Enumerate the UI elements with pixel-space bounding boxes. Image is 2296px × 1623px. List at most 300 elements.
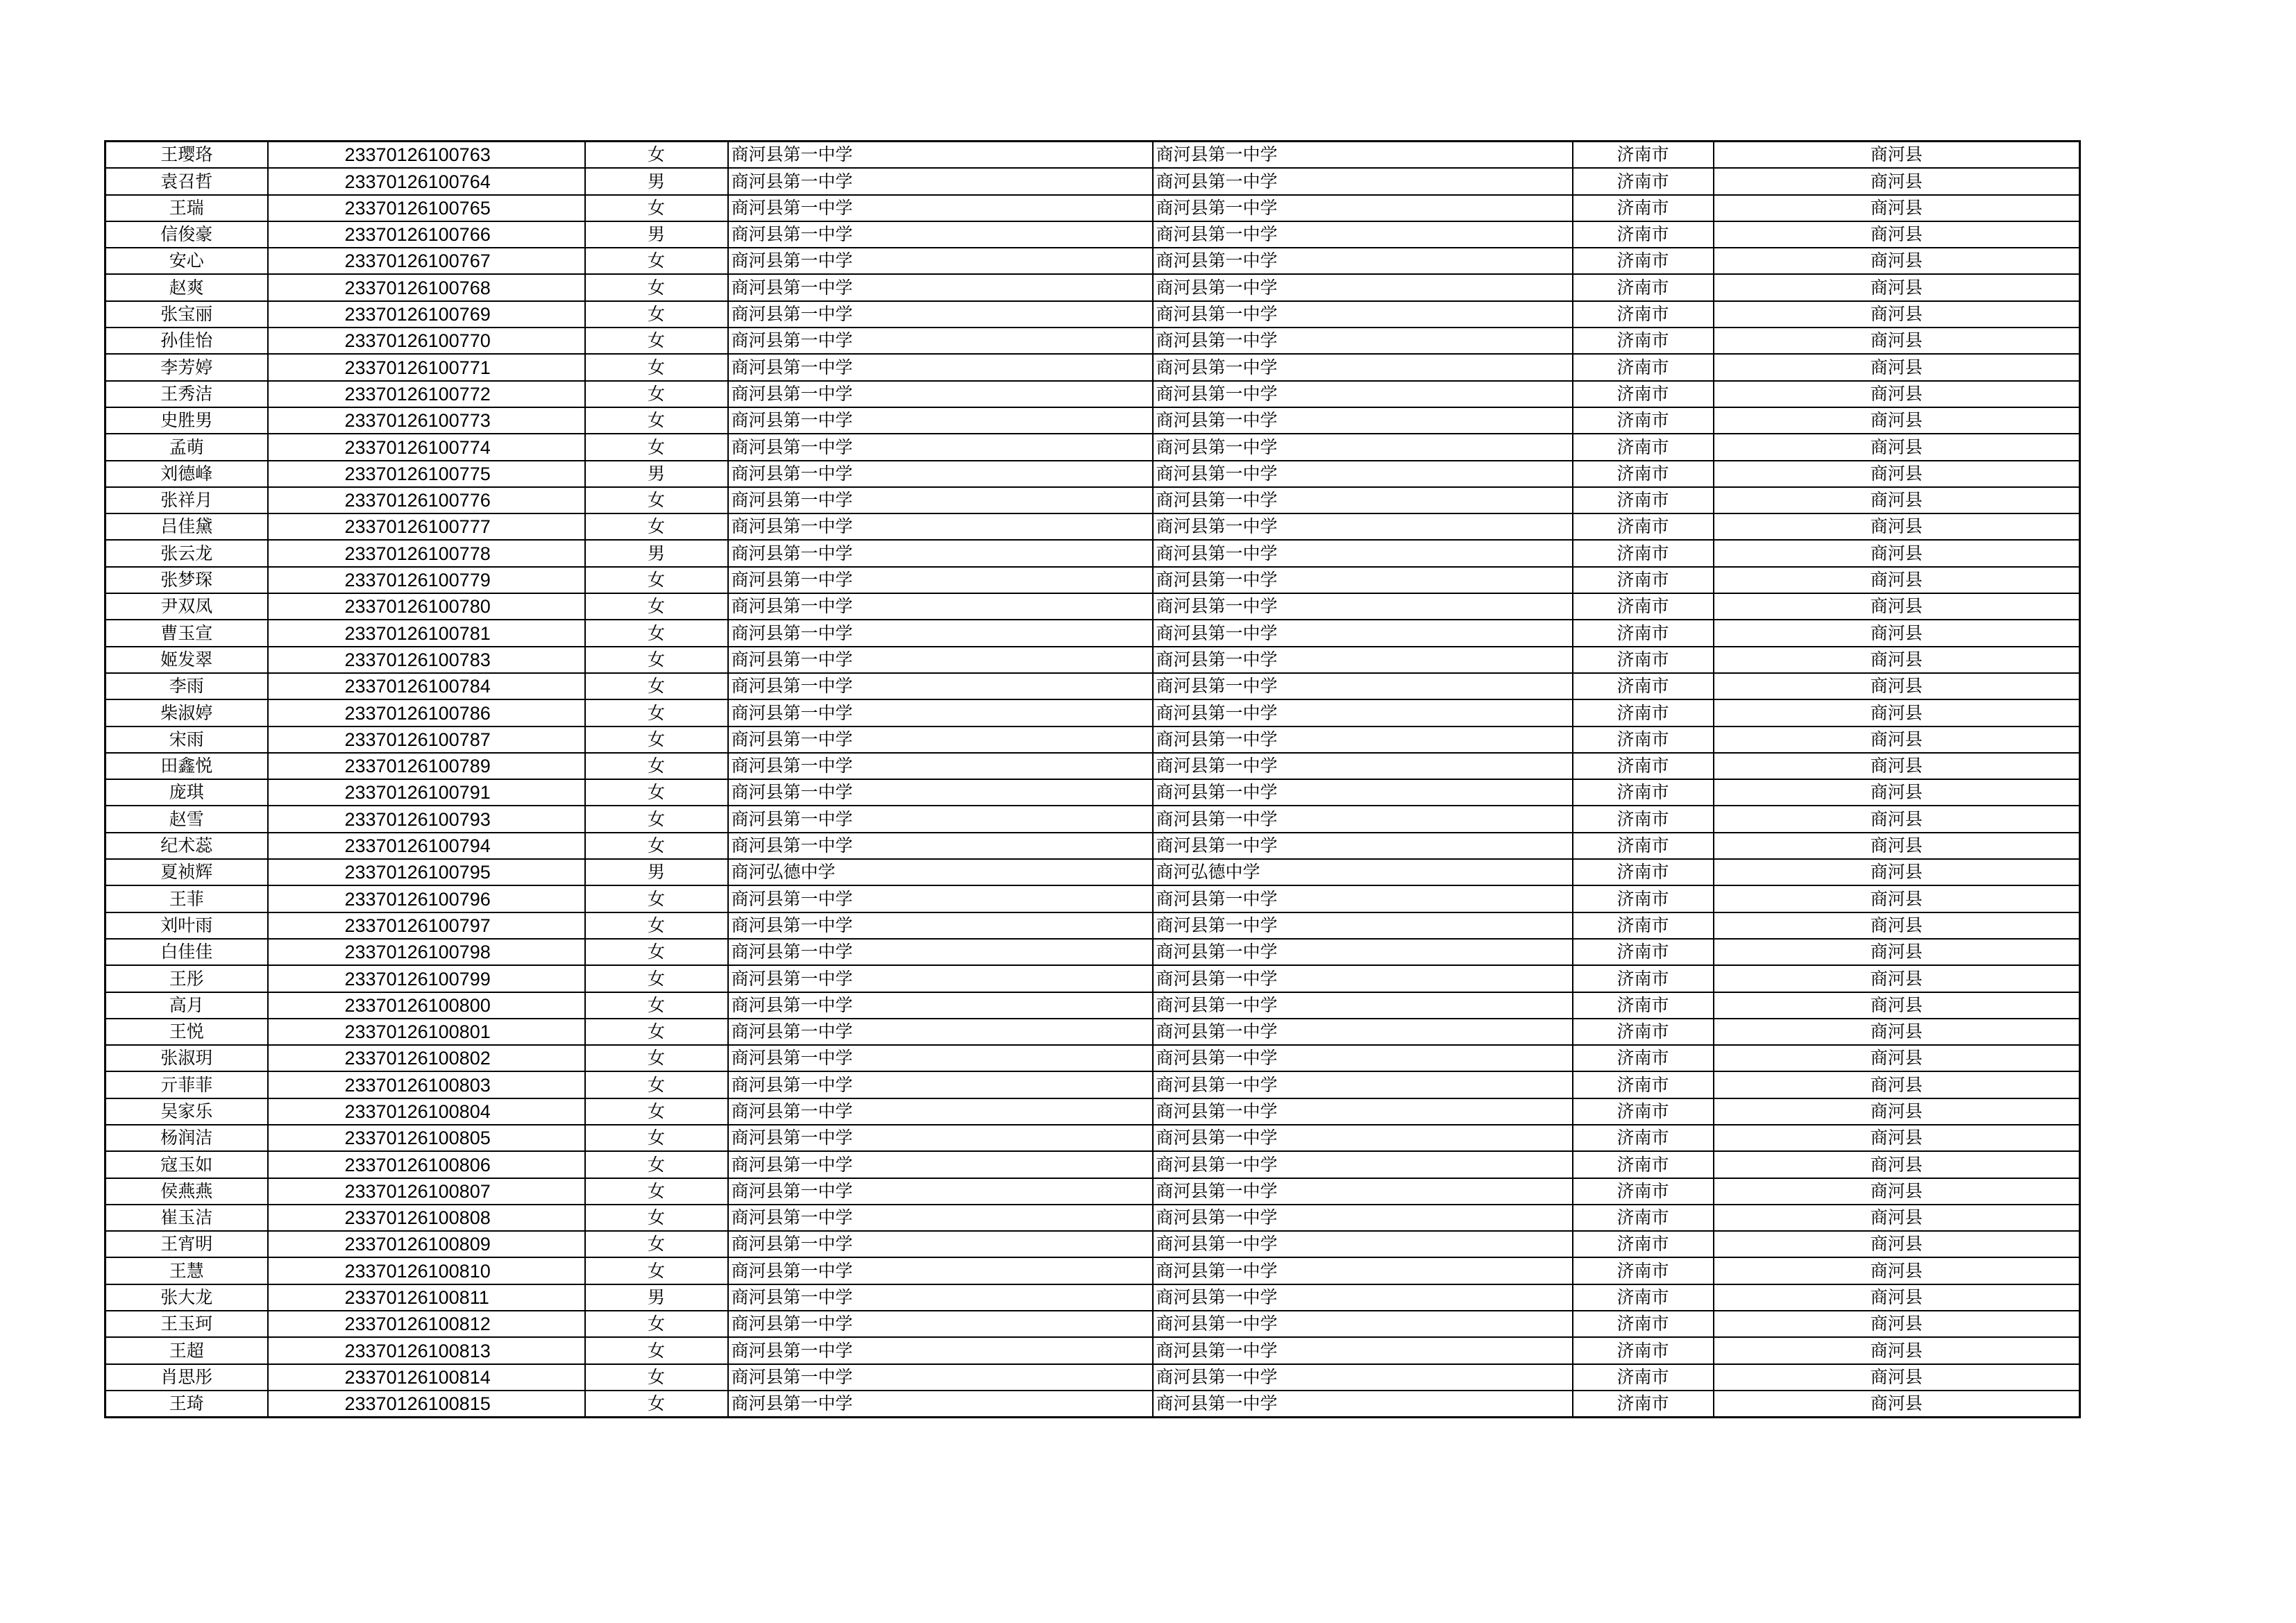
county-cell: 商河县 <box>1714 1284 2080 1311</box>
school-name-cell: 商河县第一中学 <box>728 673 1153 699</box>
student-name-cell: 夏祯辉 <box>105 859 268 885</box>
exam-site-cell: 商河县第一中学 <box>1153 992 1573 1019</box>
county-cell: 商河县 <box>1714 1098 2080 1125</box>
exam-site-cell: 商河弘德中学 <box>1153 859 1573 885</box>
city-cell: 济南市 <box>1573 381 1714 407</box>
county-cell: 商河县 <box>1714 1019 2080 1045</box>
county-cell: 商河县 <box>1714 992 2080 1019</box>
exam-site-cell: 商河县第一中学 <box>1153 567 1573 593</box>
gender-cell: 女 <box>585 992 728 1019</box>
school-name-cell: 商河县第一中学 <box>728 1231 1153 1257</box>
exam-number-cell: 23370126100772 <box>268 381 585 407</box>
school-name-cell: 商河县第一中学 <box>728 142 1153 169</box>
exam-site-cell: 商河县第一中学 <box>1153 142 1573 169</box>
table-row <box>105 274 2080 300</box>
exam-number-cell: 23370126100812 <box>268 1311 585 1337</box>
school-name-cell: 商河县第一中学 <box>728 168 1153 194</box>
student-name-cell: 孟萌 <box>105 434 268 460</box>
exam-number-cell: 23370126100773 <box>268 407 585 434</box>
table-row <box>105 221 2080 248</box>
school-name-cell: 商河县第一中学 <box>728 248 1153 274</box>
exam-number-cell: 23370126100793 <box>268 806 585 832</box>
county-cell: 商河县 <box>1714 885 2080 912</box>
school-name-cell: 商河县第一中学 <box>728 992 1153 1019</box>
exam-number-cell: 23370126100801 <box>268 1019 585 1045</box>
city-cell: 济南市 <box>1573 647 1714 673</box>
gender-cell: 女 <box>585 381 728 407</box>
exam-number-cell: 23370126100794 <box>268 833 585 859</box>
school-name-cell: 商河县第一中学 <box>728 434 1153 460</box>
gender-cell: 女 <box>585 195 728 221</box>
exam-site-cell: 商河县第一中学 <box>1153 248 1573 274</box>
gender-cell: 女 <box>585 487 728 513</box>
county-cell: 商河县 <box>1714 195 2080 221</box>
student-name-cell: 张大龙 <box>105 1284 268 1311</box>
student-name-cell: 曹玉宣 <box>105 620 268 646</box>
table-row <box>105 540 2080 566</box>
gender-cell: 女 <box>585 274 728 300</box>
county-cell: 商河县 <box>1714 407 2080 434</box>
exam-number-cell: 23370126100789 <box>268 753 585 779</box>
exam-site-cell: 商河县第一中学 <box>1153 673 1573 699</box>
county-cell: 商河县 <box>1714 806 2080 832</box>
city-cell: 济南市 <box>1573 1311 1714 1337</box>
table-row <box>105 939 2080 965</box>
county-cell: 商河县 <box>1714 1391 2080 1418</box>
exam-site-cell: 商河县第一中学 <box>1153 1125 1573 1151</box>
exam-site-cell: 商河县第一中学 <box>1153 1205 1573 1231</box>
table-row <box>105 1071 2080 1098</box>
exam-site-cell: 商河县第一中学 <box>1153 806 1573 832</box>
student-name-cell: 宋雨 <box>105 726 268 753</box>
school-name-cell: 商河县第一中学 <box>728 753 1153 779</box>
gender-cell: 女 <box>585 328 728 354</box>
county-cell: 商河县 <box>1714 726 2080 753</box>
county-cell: 商河县 <box>1714 461 2080 487</box>
city-cell: 济南市 <box>1573 328 1714 354</box>
exam-number-cell: 23370126100813 <box>268 1337 585 1363</box>
exam-site-cell: 商河县第一中学 <box>1153 1284 1573 1311</box>
gender-cell: 女 <box>585 1151 728 1178</box>
exam-site-cell: 商河县第一中学 <box>1153 434 1573 460</box>
exam-site-cell: 商河县第一中学 <box>1153 354 1573 380</box>
exam-site-cell: 商河县第一中学 <box>1153 620 1573 646</box>
city-cell: 济南市 <box>1573 620 1714 646</box>
gender-cell: 女 <box>585 1205 728 1231</box>
gender-cell: 男 <box>585 540 728 566</box>
city-cell: 济南市 <box>1573 939 1714 965</box>
student-name-cell: 王璎珞 <box>105 142 268 169</box>
county-cell: 商河县 <box>1714 1151 2080 1178</box>
table-row <box>105 673 2080 699</box>
table-body <box>105 142 2080 1418</box>
school-name-cell: 商河县第一中学 <box>728 1311 1153 1337</box>
city-cell: 济南市 <box>1573 753 1714 779</box>
student-name-cell: 刘叶雨 <box>105 912 268 939</box>
gender-cell: 女 <box>585 248 728 274</box>
city-cell: 济南市 <box>1573 1019 1714 1045</box>
exam-site-cell: 商河县第一中学 <box>1153 1391 1573 1418</box>
gender-cell: 女 <box>585 1045 728 1071</box>
student-name-cell: 田鑫悦 <box>105 753 268 779</box>
city-cell: 济南市 <box>1573 992 1714 1019</box>
student-name-cell: 王慧 <box>105 1257 268 1284</box>
school-name-cell: 商河县第一中学 <box>728 779 1153 806</box>
student-name-cell: 张梦琛 <box>105 567 268 593</box>
exam-site-cell: 商河县第一中学 <box>1153 779 1573 806</box>
exam-site-cell: 商河县第一中学 <box>1153 647 1573 673</box>
school-name-cell: 商河县第一中学 <box>728 1045 1153 1071</box>
exam-number-cell: 23370126100815 <box>268 1391 585 1418</box>
gender-cell: 女 <box>585 806 728 832</box>
gender-cell: 女 <box>585 1178 728 1205</box>
city-cell: 济南市 <box>1573 1098 1714 1125</box>
exam-site-cell: 商河县第一中学 <box>1153 487 1573 513</box>
table-row <box>105 806 2080 832</box>
exam-number-cell: 23370126100797 <box>268 912 585 939</box>
county-cell: 商河县 <box>1714 274 2080 300</box>
exam-number-cell: 23370126100799 <box>268 965 585 992</box>
exam-site-cell: 商河县第一中学 <box>1153 1337 1573 1363</box>
city-cell: 济南市 <box>1573 540 1714 566</box>
county-cell: 商河县 <box>1714 1257 2080 1284</box>
exam-number-cell: 23370126100765 <box>268 195 585 221</box>
county-cell: 商河县 <box>1714 912 2080 939</box>
school-name-cell: 商河县第一中学 <box>728 1364 1153 1391</box>
gender-cell: 女 <box>585 885 728 912</box>
county-cell: 商河县 <box>1714 1337 2080 1363</box>
gender-cell: 女 <box>585 567 728 593</box>
exam-site-cell: 商河县第一中学 <box>1153 407 1573 434</box>
gender-cell: 女 <box>585 1337 728 1363</box>
city-cell: 济南市 <box>1573 779 1714 806</box>
exam-number-cell: 23370126100763 <box>268 142 585 169</box>
gender-cell: 女 <box>585 620 728 646</box>
county-cell: 商河县 <box>1714 939 2080 965</box>
gender-cell: 女 <box>585 965 728 992</box>
table-row <box>105 301 2080 328</box>
school-name-cell: 商河县第一中学 <box>728 939 1153 965</box>
gender-cell: 女 <box>585 513 728 540</box>
exam-number-cell: 23370126100811 <box>268 1284 585 1311</box>
city-cell: 济南市 <box>1573 221 1714 248</box>
exam-number-cell: 23370126100775 <box>268 461 585 487</box>
gender-cell: 女 <box>585 912 728 939</box>
gender-cell: 女 <box>585 1364 728 1391</box>
exam-number-cell: 23370126100769 <box>268 301 585 328</box>
exam-number-cell: 23370126100800 <box>268 992 585 1019</box>
student-name-cell: 王宵明 <box>105 1231 268 1257</box>
county-cell: 商河县 <box>1714 1205 2080 1231</box>
city-cell: 济南市 <box>1573 1151 1714 1178</box>
exam-site-cell: 商河县第一中学 <box>1153 540 1573 566</box>
exam-number-cell: 23370126100786 <box>268 699 585 726</box>
table-row <box>105 753 2080 779</box>
student-name-cell: 王琦 <box>105 1391 268 1418</box>
school-name-cell: 商河县第一中学 <box>728 1391 1153 1418</box>
school-name-cell: 商河县第一中学 <box>728 407 1153 434</box>
exam-number-cell: 23370126100770 <box>268 328 585 354</box>
city-cell: 济南市 <box>1573 1364 1714 1391</box>
county-cell: 商河县 <box>1714 859 2080 885</box>
exam-site-cell: 商河县第一中学 <box>1153 328 1573 354</box>
school-name-cell: 商河县第一中学 <box>728 540 1153 566</box>
school-name-cell: 商河县第一中学 <box>728 620 1153 646</box>
city-cell: 济南市 <box>1573 965 1714 992</box>
city-cell: 济南市 <box>1573 912 1714 939</box>
student-name-cell: 信俊豪 <box>105 221 268 248</box>
county-cell: 商河县 <box>1714 1045 2080 1071</box>
school-name-cell: 商河县第一中学 <box>728 1337 1153 1363</box>
table-row <box>105 434 2080 460</box>
student-name-cell: 肖思彤 <box>105 1364 268 1391</box>
school-name-cell: 商河县第一中学 <box>728 647 1153 673</box>
table-row <box>105 779 2080 806</box>
school-name-cell: 商河县第一中学 <box>728 567 1153 593</box>
school-name-cell: 商河县第一中学 <box>728 833 1153 859</box>
student-name-cell: 王秀洁 <box>105 381 268 407</box>
city-cell: 济南市 <box>1573 168 1714 194</box>
exam-site-cell: 商河县第一中学 <box>1153 1098 1573 1125</box>
school-name-cell: 商河县第一中学 <box>728 965 1153 992</box>
city-cell: 济南市 <box>1573 407 1714 434</box>
student-name-cell: 李芳婷 <box>105 354 268 380</box>
exam-site-cell: 商河县第一中学 <box>1153 1257 1573 1284</box>
table-row <box>105 1391 2080 1418</box>
student-name-cell: 张祥月 <box>105 487 268 513</box>
table-row <box>105 328 2080 354</box>
exam-number-cell: 23370126100795 <box>268 859 585 885</box>
city-cell: 济南市 <box>1573 673 1714 699</box>
city-cell: 济南市 <box>1573 1178 1714 1205</box>
student-name-cell: 王彤 <box>105 965 268 992</box>
student-name-cell: 寇玉如 <box>105 1151 268 1178</box>
table-row <box>105 593 2080 620</box>
table-row <box>105 461 2080 487</box>
table-row <box>105 1205 2080 1231</box>
county-cell: 商河县 <box>1714 965 2080 992</box>
county-cell: 商河县 <box>1714 221 2080 248</box>
gender-cell: 女 <box>585 673 728 699</box>
table-row <box>105 513 2080 540</box>
table-row <box>105 965 2080 992</box>
gender-cell: 男 <box>585 1284 728 1311</box>
city-cell: 济南市 <box>1573 354 1714 380</box>
school-name-cell: 商河县第一中学 <box>728 354 1153 380</box>
student-name-cell: 王悦 <box>105 1019 268 1045</box>
exam-site-cell: 商河县第一中学 <box>1153 1231 1573 1257</box>
exam-number-cell: 23370126100781 <box>268 620 585 646</box>
city-cell: 济南市 <box>1573 1125 1714 1151</box>
table-row <box>105 726 2080 753</box>
table-row <box>105 1364 2080 1391</box>
table-row <box>105 992 2080 1019</box>
table-row <box>105 407 2080 434</box>
exam-number-cell: 23370126100806 <box>268 1151 585 1178</box>
table-row <box>105 1019 2080 1045</box>
gender-cell: 女 <box>585 1125 728 1151</box>
exam-site-cell: 商河县第一中学 <box>1153 912 1573 939</box>
student-name-cell: 柴淑婷 <box>105 699 268 726</box>
city-cell: 济南市 <box>1573 1337 1714 1363</box>
exam-site-cell: 商河县第一中学 <box>1153 513 1573 540</box>
county-cell: 商河县 <box>1714 1071 2080 1098</box>
county-cell: 商河县 <box>1714 1125 2080 1151</box>
county-cell: 商河县 <box>1714 328 2080 354</box>
exam-site-cell: 商河县第一中学 <box>1153 1151 1573 1178</box>
city-cell: 济南市 <box>1573 1257 1714 1284</box>
gender-cell: 女 <box>585 593 728 620</box>
county-cell: 商河县 <box>1714 1364 2080 1391</box>
school-name-cell: 商河县第一中学 <box>728 513 1153 540</box>
table-row <box>105 142 2080 169</box>
exam-site-cell: 商河县第一中学 <box>1153 726 1573 753</box>
table-row <box>105 912 2080 939</box>
county-cell: 商河县 <box>1714 540 2080 566</box>
exam-site-cell: 商河县第一中学 <box>1153 168 1573 194</box>
student-name-cell: 王菲 <box>105 885 268 912</box>
exam-number-cell: 23370126100814 <box>268 1364 585 1391</box>
exam-number-cell: 23370126100768 <box>268 274 585 300</box>
exam-number-cell: 23370126100787 <box>268 726 585 753</box>
student-name-cell: 尹双凤 <box>105 593 268 620</box>
city-cell: 济南市 <box>1573 593 1714 620</box>
gender-cell: 男 <box>585 461 728 487</box>
county-cell: 商河县 <box>1714 513 2080 540</box>
exam-site-cell: 商河县第一中学 <box>1153 301 1573 328</box>
gender-cell: 女 <box>585 647 728 673</box>
exam-number-cell: 23370126100771 <box>268 354 585 380</box>
school-name-cell: 商河县第一中学 <box>728 699 1153 726</box>
exam-number-cell: 23370126100764 <box>268 168 585 194</box>
table-row <box>105 1178 2080 1205</box>
exam-number-cell: 23370126100809 <box>268 1231 585 1257</box>
student-name-cell: 侯燕燕 <box>105 1178 268 1205</box>
city-cell: 济南市 <box>1573 1071 1714 1098</box>
exam-number-cell: 23370126100774 <box>268 434 585 460</box>
school-name-cell: 商河县第一中学 <box>728 487 1153 513</box>
school-name-cell: 商河县第一中学 <box>728 1178 1153 1205</box>
table-row <box>105 1151 2080 1178</box>
city-cell: 济南市 <box>1573 487 1714 513</box>
county-cell: 商河县 <box>1714 1311 2080 1337</box>
student-name-cell: 白佳佳 <box>105 939 268 965</box>
table-row <box>105 487 2080 513</box>
city-cell: 济南市 <box>1573 248 1714 274</box>
exam-number-cell: 23370126100796 <box>268 885 585 912</box>
exam-site-cell: 商河县第一中学 <box>1153 1364 1573 1391</box>
county-cell: 商河县 <box>1714 248 2080 274</box>
county-cell: 商河县 <box>1714 142 2080 169</box>
exam-number-cell: 23370126100783 <box>268 647 585 673</box>
gender-cell: 女 <box>585 753 728 779</box>
table-row <box>105 1125 2080 1151</box>
student-name-cell: 赵雪 <box>105 806 268 832</box>
gender-cell: 女 <box>585 1019 728 1045</box>
table-row <box>105 1045 2080 1071</box>
school-name-cell: 商河县第一中学 <box>728 1257 1153 1284</box>
student-name-cell: 王瑞 <box>105 195 268 221</box>
exam-number-cell: 23370126100778 <box>268 540 585 566</box>
school-name-cell: 商河县第一中学 <box>728 885 1153 912</box>
exam-site-cell: 商河县第一中学 <box>1153 221 1573 248</box>
county-cell: 商河县 <box>1714 833 2080 859</box>
exam-site-cell: 商河县第一中学 <box>1153 274 1573 300</box>
school-name-cell: 商河县第一中学 <box>728 301 1153 328</box>
city-cell: 济南市 <box>1573 833 1714 859</box>
city-cell: 济南市 <box>1573 513 1714 540</box>
exam-number-cell: 23370126100808 <box>268 1205 585 1231</box>
table-row <box>105 1257 2080 1284</box>
student-name-cell: 纪术蕊 <box>105 833 268 859</box>
gender-cell: 女 <box>585 1391 728 1418</box>
table-row <box>105 1231 2080 1257</box>
student-name-cell: 王玉珂 <box>105 1311 268 1337</box>
table-row <box>105 381 2080 407</box>
city-cell: 济南市 <box>1573 1045 1714 1071</box>
gender-cell: 女 <box>585 407 728 434</box>
exam-site-cell: 商河县第一中学 <box>1153 1071 1573 1098</box>
county-cell: 商河县 <box>1714 753 2080 779</box>
student-name-cell: 庞琪 <box>105 779 268 806</box>
gender-cell: 女 <box>585 939 728 965</box>
table-row <box>105 647 2080 673</box>
exam-number-cell: 23370126100766 <box>268 221 585 248</box>
city-cell: 济南市 <box>1573 195 1714 221</box>
city-cell: 济南市 <box>1573 1231 1714 1257</box>
table-row <box>105 699 2080 726</box>
exam-number-cell: 23370126100805 <box>268 1125 585 1151</box>
county-cell: 商河县 <box>1714 168 2080 194</box>
school-name-cell: 商河县第一中学 <box>728 274 1153 300</box>
county-cell: 商河县 <box>1714 699 2080 726</box>
student-name-cell: 吴家乐 <box>105 1098 268 1125</box>
student-name-cell: 孙佳怡 <box>105 328 268 354</box>
exam-site-cell: 商河县第一中学 <box>1153 753 1573 779</box>
exam-number-cell: 23370126100780 <box>268 593 585 620</box>
city-cell: 济南市 <box>1573 1284 1714 1311</box>
student-name-cell: 张云龙 <box>105 540 268 566</box>
county-cell: 商河县 <box>1714 779 2080 806</box>
city-cell: 济南市 <box>1573 699 1714 726</box>
gender-cell: 男 <box>585 859 728 885</box>
city-cell: 济南市 <box>1573 726 1714 753</box>
gender-cell: 男 <box>585 168 728 194</box>
county-cell: 商河县 <box>1714 487 2080 513</box>
student-name-cell: 吕佳黛 <box>105 513 268 540</box>
exam-site-cell: 商河县第一中学 <box>1153 195 1573 221</box>
student-name-cell: 赵爽 <box>105 274 268 300</box>
school-name-cell: 商河弘德中学 <box>728 859 1153 885</box>
exam-site-cell: 商河县第一中学 <box>1153 381 1573 407</box>
city-cell: 济南市 <box>1573 142 1714 169</box>
student-name-cell: 王超 <box>105 1337 268 1363</box>
student-name-cell: 崔玉洁 <box>105 1205 268 1231</box>
exam-number-cell: 23370126100798 <box>268 939 585 965</box>
gender-cell: 女 <box>585 142 728 169</box>
county-cell: 商河县 <box>1714 1231 2080 1257</box>
gender-cell: 女 <box>585 1231 728 1257</box>
table-row <box>105 1337 2080 1363</box>
gender-cell: 女 <box>585 1257 728 1284</box>
city-cell: 济南市 <box>1573 859 1714 885</box>
student-name-cell: 袁召哲 <box>105 168 268 194</box>
exam-site-cell: 商河县第一中学 <box>1153 593 1573 620</box>
gender-cell: 女 <box>585 699 728 726</box>
exam-number-cell: 23370126100767 <box>268 248 585 274</box>
student-name-cell: 刘德峰 <box>105 461 268 487</box>
county-cell: 商河县 <box>1714 593 2080 620</box>
